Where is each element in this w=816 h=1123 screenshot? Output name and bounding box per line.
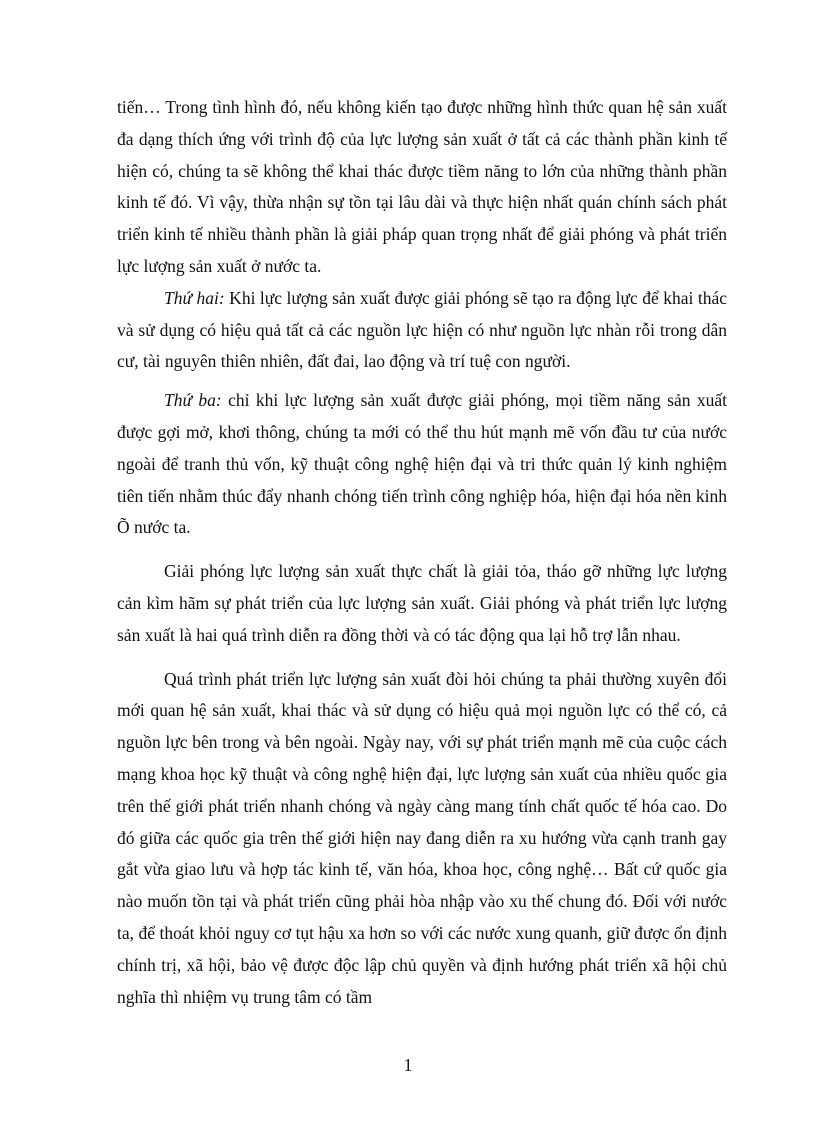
paragraph-1 xyxy=(117,92,727,283)
paragraph-1-text: tiến… Trong tình hình đó, nếu không kiến tạo được những hình thức quan hệ sản xuất đa dạng thích ứng với trình độ của lực lượng sản xuất ở tất cả các thành phần kinh tế hiện có, chúng ta sẽ không thể khai thác được tiềm năng to lớn của những thành phần kinh tế đó. Vì vậy, thừa nhận sự tồn tại lâu dài và thực hiện nhất quán chính sách phát triển kinh tế nhiều thành phần là giải pháp quan trọng nhất để giải phóng và phát triển lực lượng sản xuất ở nước ta. xyxy=(117,97,727,276)
paragraph-5-text: Quá trình phát triển lực lượng sản xuất đòi hỏi chúng ta phải thường xuyên đổi mới quan hệ sản xuất, khai thác và sử dụng có hiệu quả mọi nguồn lực có thể có, cả nguồn lực bên trong và bên ngoài. Ngày nay, với sự phát triển mạnh mẽ của cuộc cách mạng khoa học kỹ thuật và công nghệ hiện đại, lực lượng sản xuất của nhiều quốc gia trên thế giới phát triển nhanh chóng và ngày càng mang tính chất quốc tế hóa cao. Do đó giữa các quốc gia trên thế giới hiện nay đang diễn ra xu hướng vừa cạnh tranh gay gắt vừa giao lưu và hợp tác kinh tế, văn hóa, khoa học, công nghệ… Bất cứ quốc gia nào muốn tồn tại và phát triển cũng phải hòa nhập vào xu thế chung đó. Đối với nước ta, để thoát khỏi nguy cơ tụt hậu xa hơn so với các nước xung quanh, giữ được ổn định chính trị, xã hội, bảo vệ được độc lập chủ quyền và định hướng phát triển xã hội chủ nghĩa thì nhiệm vụ trung tâm có tầm xyxy=(117,668,727,1007)
paragraph-3-lead: Thứ ba: xyxy=(164,390,222,411)
paragraph-2 xyxy=(117,283,727,378)
paragraph-5 xyxy=(117,664,727,1014)
page-number: 1 xyxy=(403,1055,413,1075)
paragraph-2-text: Khi lực lượng sản xuất được giải phóng sẽ tạo ra động lực để khai thác và sử dụng có hiệu quả tất cả các nguồn lực hiện có như nguồn lực nhàn rỗi trong dân cư, tài nguyên thiên nhiên, đất đai, lao động và trí tuệ con người. xyxy=(117,287,727,372)
paragraph-4 xyxy=(117,556,727,651)
paragraph-3-text: chỉ khi lực lượng sản xuất được giải phóng, mọi tiềm năng sản xuất được gợi mở, khơi thông, chúng ta mới có thể thu hút mạnh mẽ vốn đầu tư của nước ngoài để tranh thủ vốn, kỹ thuật công nghệ hiện đại và tri thức quản lý kinh nghiệm tiên tiến nhằm thúc đẩy nhanh chóng tiến trình công nghiệp hóa, hiện đại hóa nền kinh Õ nước ta. xyxy=(117,390,727,538)
paragraph-3 xyxy=(117,385,727,544)
body-text xyxy=(117,92,727,1013)
paragraph-4-text: Giải phóng lực lượng sản xuất thực chất là giải tỏa, tháo gỡ những lực lượng cản kìm hãm sự phát triển của lực lượng sản xuất. Giải phóng và phát triển lực lượng sản xuất là hai quá trình diễn ra đồng thời và có tác động qua lại hỗ trợ lẫn nhau. xyxy=(117,561,727,645)
paragraph-2-lead: Thứ hai: xyxy=(164,287,225,308)
